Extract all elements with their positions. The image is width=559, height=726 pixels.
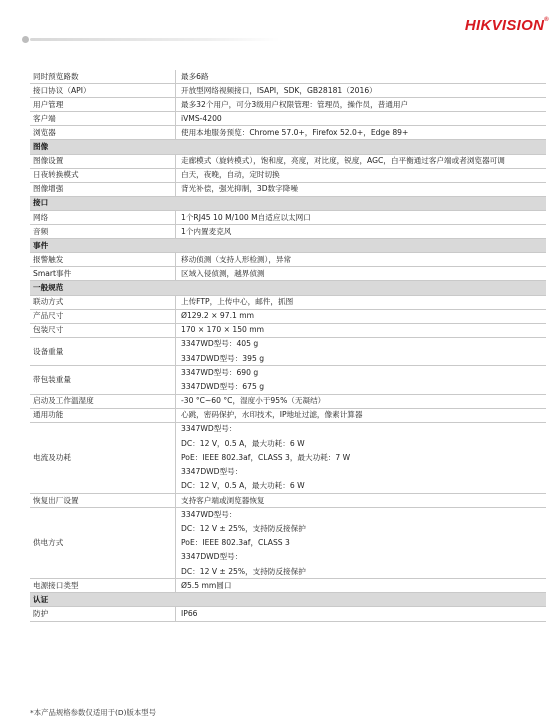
spec-key: 日夜转换模式 xyxy=(30,168,176,182)
spec-row xyxy=(30,323,546,337)
spec-key: 启动及工作温湿度 xyxy=(30,394,176,408)
spec-key: 接口协议（API） xyxy=(30,84,176,98)
spec-value xyxy=(176,295,547,309)
spec-value-line: IP66 xyxy=(181,609,198,619)
spec-value-line: -30 °C~60 °C，湿度小于95%（无凝结） xyxy=(181,396,326,406)
spec-row xyxy=(30,508,546,579)
spec-row xyxy=(30,70,546,84)
spec-value xyxy=(176,253,547,267)
spec-key: Smart事件 xyxy=(30,267,176,281)
spec-row xyxy=(30,493,546,507)
spec-value-line: 心跳，密码保护，水印技术，IP地址过滤，像素计算器 xyxy=(181,410,363,420)
brand-logo xyxy=(465,17,549,34)
spec-value-line: 最多6路 xyxy=(181,71,209,81)
spec-key: 用户管理 xyxy=(30,98,176,112)
spec-key: 音频 xyxy=(30,225,176,239)
spec-value-line: 走廊模式（旋转模式），饱和度，亮度，对比度，锐度，AGC，白平衡通过客户端或者浏览器可调 xyxy=(181,156,505,166)
section-header xyxy=(30,140,546,154)
spec-key: 网络 xyxy=(30,210,176,224)
spec-table xyxy=(30,70,546,622)
spec-row xyxy=(30,309,546,323)
spec-row xyxy=(30,607,546,621)
spec-value-line: 3347WD型号：405 g xyxy=(181,339,259,349)
spec-value-line: 3347DWD型号： xyxy=(181,467,243,477)
spec-value xyxy=(176,408,547,422)
brand-name: HIKVISION xyxy=(464,17,545,34)
spec-value xyxy=(176,84,547,98)
section-header xyxy=(30,196,546,210)
spec-value-line: 170 × 170 × 150 mm xyxy=(181,325,265,335)
spec-value-line: 移动侦测（支持人形检测），异常 xyxy=(181,254,292,264)
spec-value xyxy=(176,309,547,323)
spec-value-line: 使用本地服务预览：Chrome 57.0+，Firefox 52.0+，Edge 89+ xyxy=(181,127,409,137)
spec-value xyxy=(176,366,547,394)
spec-value-line: 3347WD型号： xyxy=(181,509,237,519)
spec-value xyxy=(176,323,547,337)
spec-value xyxy=(176,394,547,408)
spec-row xyxy=(30,337,546,365)
spec-value-line: 上传FTP，上传中心，邮件，抓图 xyxy=(181,297,294,307)
spec-row xyxy=(30,126,546,140)
spec-key: 恢复出厂设置 xyxy=(30,493,176,507)
section-header xyxy=(30,239,546,253)
spec-value-line: Ø129.2 × 97.1 mm xyxy=(181,311,255,321)
spec-value xyxy=(176,225,547,239)
decorative-dot xyxy=(22,36,29,43)
spec-row xyxy=(30,168,546,182)
spec-key: 通用功能 xyxy=(30,408,176,422)
spec-row xyxy=(30,267,546,281)
spec-key: 产品尺寸 xyxy=(30,309,176,323)
spec-row xyxy=(30,579,546,593)
spec-key: 设备重量 xyxy=(30,337,176,365)
spec-value-line: 背光补偿，强光抑制，3D数字降噪 xyxy=(181,184,298,194)
page-header xyxy=(0,0,559,60)
spec-value-line: 3347WD型号：690 g xyxy=(181,367,259,377)
spec-value-line: 3347DWD型号：675 g xyxy=(181,382,265,392)
spec-row xyxy=(30,422,546,493)
spec-key: 联动方式 xyxy=(30,295,176,309)
footnote: *本产品规格参数仅适用于(D)版本型号 xyxy=(30,708,157,717)
spec-value xyxy=(176,422,547,493)
spec-row xyxy=(30,154,546,168)
spec-key: 供电方式 xyxy=(30,508,176,579)
spec-value-line: iVMS-4200 xyxy=(181,113,222,123)
spec-value xyxy=(176,70,547,84)
spec-value xyxy=(176,210,547,224)
spec-value-line: 3347WD型号： xyxy=(181,424,237,434)
section-header xyxy=(30,593,546,607)
decorative-bar xyxy=(30,38,280,41)
spec-key: 同时预览路数 xyxy=(30,70,176,84)
section-title: 事件 xyxy=(30,239,546,253)
spec-row xyxy=(30,84,546,98)
spec-value xyxy=(176,267,547,281)
spec-value xyxy=(176,168,547,182)
spec-value-line: DC：12 V，0.5 A，最大功耗：6 W xyxy=(181,438,305,448)
spec-value-line: 1个RJ45 10 M/100 M自适应以太网口 xyxy=(181,212,311,222)
spec-value-line: PoE：IEEE 802.3af，CLASS 3 xyxy=(181,538,290,548)
spec-value-line: Ø5.5 mm圆口 xyxy=(181,580,232,590)
spec-key: 带包装重量 xyxy=(30,366,176,394)
spec-row xyxy=(30,394,546,408)
spec-value xyxy=(176,126,547,140)
section-title: 一般规范 xyxy=(30,281,546,295)
spec-value xyxy=(176,579,547,593)
spec-key: 浏览器 xyxy=(30,126,176,140)
spec-value xyxy=(176,182,547,196)
spec-key: 防护 xyxy=(30,607,176,621)
spec-value xyxy=(176,493,547,507)
section-title: 图像 xyxy=(30,140,546,154)
spec-value xyxy=(176,154,547,168)
spec-row xyxy=(30,253,546,267)
spec-row xyxy=(30,295,546,309)
registered-mark: ® xyxy=(544,17,549,23)
spec-key: 客户端 xyxy=(30,112,176,126)
spec-key: 电流及功耗 xyxy=(30,422,176,493)
spec-value-line: PoE：IEEE 802.3af，CLASS 3，最大功耗：7 W xyxy=(181,452,351,462)
spec-key: 图像增强 xyxy=(30,182,176,196)
spec-key: 图像设置 xyxy=(30,154,176,168)
spec-row xyxy=(30,366,546,394)
spec-table-body xyxy=(30,70,546,621)
spec-row xyxy=(30,112,546,126)
spec-value-line: DC：12 V ± 25%，支持防反接保护 xyxy=(181,566,306,576)
spec-value xyxy=(176,508,547,579)
spec-key: 报警触发 xyxy=(30,253,176,267)
spec-row xyxy=(30,210,546,224)
spec-row xyxy=(30,182,546,196)
spec-row xyxy=(30,408,546,422)
spec-value-line: DC：12 V ± 25%，支持防反接保护 xyxy=(181,523,306,533)
spec-value xyxy=(176,337,547,365)
spec-row xyxy=(30,225,546,239)
spec-value xyxy=(176,607,547,621)
spec-value xyxy=(176,98,547,112)
spec-value-line: 最多32个用户，可分3级用户权限管理：管理员，操作员，普通用户 xyxy=(181,99,409,109)
section-title: 接口 xyxy=(30,196,546,210)
spec-value-line: 区域入侵侦测，越界侦测 xyxy=(181,268,265,278)
section-header xyxy=(30,281,546,295)
spec-value xyxy=(176,112,547,126)
spec-value-line: 支持客户端或浏览器恢复 xyxy=(181,495,265,505)
spec-value-line: 1个内置麦克风 xyxy=(181,226,232,236)
spec-value-line: 开放型网络视频接口，ISAPI，SDK，GB28181（2016） xyxy=(181,85,377,95)
section-title: 认证 xyxy=(30,593,546,607)
spec-row xyxy=(30,98,546,112)
spec-value-line: 白天，夜晚，自动，定时切换 xyxy=(181,170,280,180)
spec-value-line: 3347DWD型号： xyxy=(181,552,243,562)
spec-value-line: 3347DWD型号：395 g xyxy=(181,353,265,363)
spec-key: 电源接口类型 xyxy=(30,579,176,593)
spec-value-line: DC：12 V，0.5 A，最大功耗：6 W xyxy=(181,481,305,491)
spec-key: 包装尺寸 xyxy=(30,323,176,337)
